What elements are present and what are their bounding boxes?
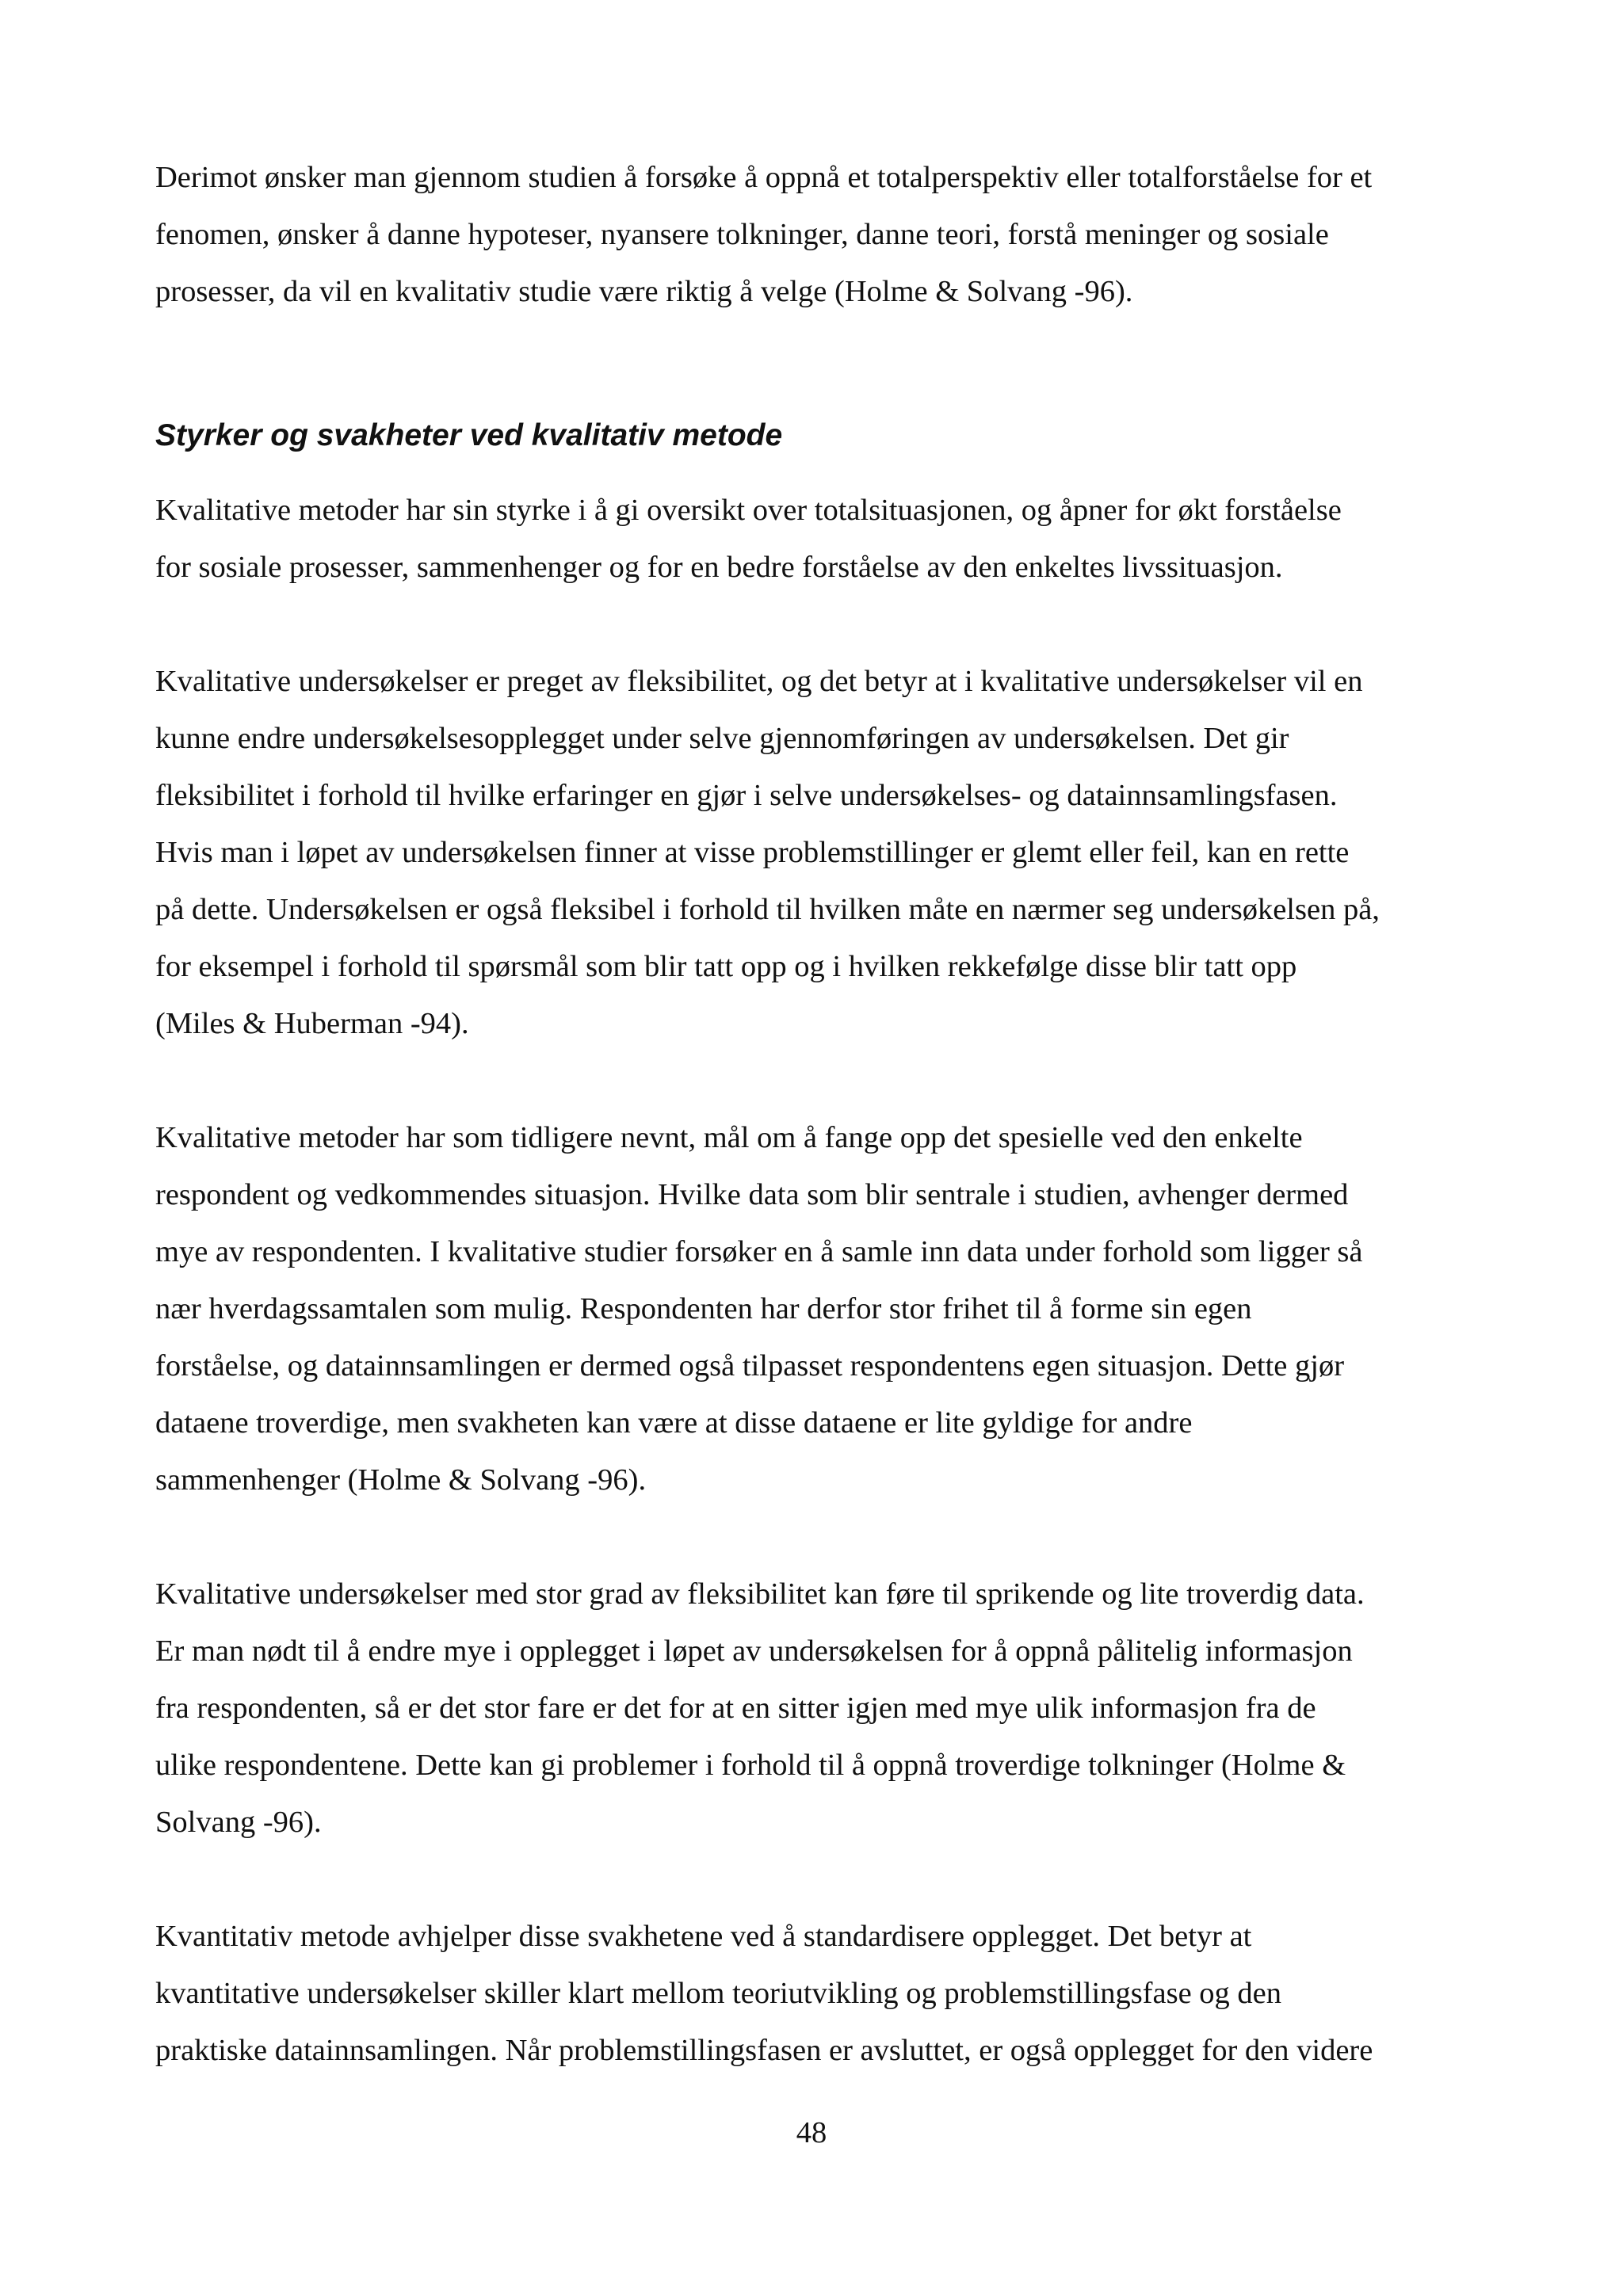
paragraph-2 xyxy=(155,482,1495,596)
text-line: Hvis man i løpet av undersøkelsen finner at visse problemstillinger er glemt eller feil, kan en rette xyxy=(155,836,1350,869)
text-line: for sosiale prosesser, sammenhenger og for en bedre forståelse av den enkeltes livssituasjon. xyxy=(155,551,1283,584)
text-line: fleksibilitet i forhold til hvilke erfaringer en gjør i selve undersøkelses- og datainnsamlingsfasen. xyxy=(155,779,1338,812)
text-line: Kvalitative undersøkelser med stor grad av fleksibilitet kan føre til sprikende og lite troverdig data. xyxy=(155,1577,1365,1611)
text-line: fenomen, ønsker å danne hypoteser, nyansere tolkninger, danne teori, forstå meninger og sosiale xyxy=(155,218,1329,251)
text-line: for eksempel i forhold til spørsmål som blir tatt opp og i hvilken rekkefølge disse blir tatt opp xyxy=(155,950,1297,983)
text-line: kunne endre undersøkelsesopplegget under selve gjennomføringen av undersøkelsen. Det gir xyxy=(155,722,1289,755)
page-number: 48 xyxy=(796,2116,827,2149)
text-line: nær hverdagssamtalen som mulig. Respondenten har derfor stor frihet til å forme sin egen xyxy=(155,1292,1252,1325)
paragraph-5 xyxy=(155,1566,1495,1851)
text-line: Solvang -96). xyxy=(155,1806,322,1839)
text-line: på dette. Undersøkelsen er også fleksibel i forhold til hvilken måte en nærmer seg undersøkelsen på, xyxy=(155,893,1380,926)
text-line: praktiske datainnsamlingen. Når problemstillingsfasen er avsluttet, er også opplegget for den videre xyxy=(155,2034,1373,2067)
section-heading: Styrker og svakheter ved kvalitativ metode xyxy=(155,418,783,452)
text-line: prosesser, da vil en kvalitativ studie være riktig å velge (Holme & Solvang -96). xyxy=(155,275,1133,308)
text-line: kvantitative undersøkelser skiller klart mellom teoriutvikling og problemstillingsfase og den xyxy=(155,1977,1282,2010)
paragraph-4 xyxy=(155,1109,1495,1508)
paragraph-3 xyxy=(155,653,1495,1052)
paragraph-6 xyxy=(155,1908,1495,2079)
text-line: fra respondenten, så er det stor fare er det for at en sitter igjen med mye ulik informasjon fra de xyxy=(155,1691,1316,1725)
text-line: forståelse, og datainnsamlingen er dermed også tilpasset respondentens egen situasjon. Dette gjør xyxy=(155,1349,1345,1383)
text-line: mye av respondenten. I kvalitative studier forsøker en å samle inn data under forhold som ligger så xyxy=(155,1235,1363,1268)
text-line: sammenhenger (Holme & Solvang -96). xyxy=(155,1463,647,1497)
text-line: ulike respondentene. Dette kan gi problemer i forhold til å oppnå troverdige tolkninger (Holme & xyxy=(155,1749,1346,1782)
text-line: Kvantitativ metode avhjelper disse svakhetene ved å standardisere opplegget. Det betyr at xyxy=(155,1920,1252,1953)
paragraph-1 xyxy=(155,149,1495,320)
text-line: (Miles & Huberman -94). xyxy=(155,1007,469,1040)
text-line: respondent og vedkommendes situasjon. Hvilke data som blir sentrale i studien, avhenger dermed xyxy=(155,1178,1349,1211)
text-line: Kvalitative metoder har som tidligere nevnt, mål om å fange opp det spesielle ved den enkelte xyxy=(155,1121,1303,1154)
text-line: dataene troverdige, men svakheten kan være at disse dataene er lite gyldige for andre xyxy=(155,1406,1193,1440)
text-line: Er man nødt til å endre mye i opplegget i løpet av undersøkelsen for å oppnå pålitelig informasjon xyxy=(155,1634,1353,1668)
text-line: Kvalitative undersøkelser er preget av fleksibilitet, og det betyr at i kvalitative undersøkelser vil en xyxy=(155,665,1363,698)
text-line: Derimot ønsker man gjennom studien å forsøke å oppnå et totalperspektiv eller totalforståelse for et xyxy=(155,161,1373,194)
text-line: Kvalitative metoder har sin styrke i å gi oversikt over totalsituasjonen, og åpner for økt forståelse xyxy=(155,494,1342,527)
